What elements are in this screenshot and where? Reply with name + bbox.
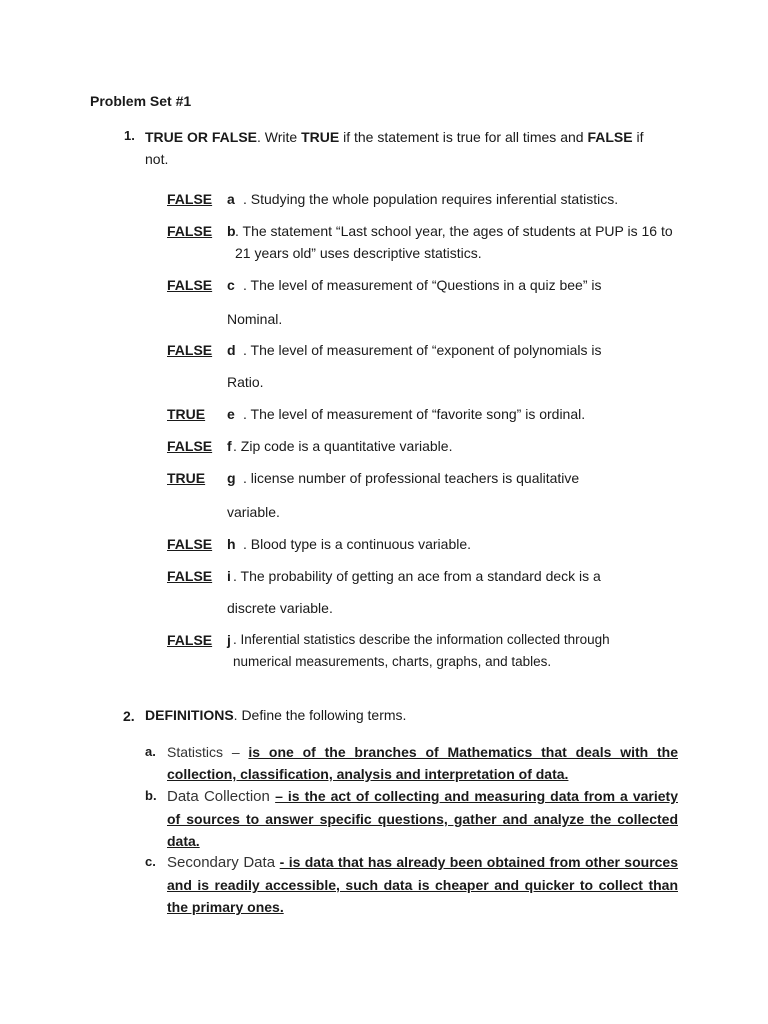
tf-letter: e	[227, 406, 235, 422]
page-title: Problem Set #1	[90, 93, 192, 109]
tf-letter: f	[227, 438, 232, 454]
definition-answer: is one of the branches of Mathematics that deals with the collection, classification, analysis and interpretation of data.	[167, 744, 678, 782]
definition-letter: c.	[145, 854, 156, 869]
definition-letter: a.	[145, 744, 156, 759]
tf-answer: FALSE	[167, 277, 213, 293]
instr-part: if the statement is true for all times and	[339, 129, 588, 145]
tf-answer: TRUE	[167, 406, 206, 422]
question-1-instructions	[145, 126, 665, 170]
definition-term: Secondary Data	[167, 854, 280, 871]
tf-answer: FALSE	[167, 438, 213, 454]
tf-answer: FALSE	[167, 223, 213, 239]
instr-part: . Write	[257, 129, 302, 145]
question-2-number: 2.	[123, 708, 135, 724]
instr-part: . Define the following terms.	[233, 707, 407, 723]
definition-body	[167, 851, 678, 918]
definition-answer: – is the act of collecting and measuring data from a variety of sources to answer specific questions, gather and analyze the collected data.	[167, 788, 678, 849]
definition-term: Data Collection	[167, 788, 276, 805]
tf-answer: FALSE	[167, 191, 213, 207]
question-2-heading: DEFINITIONS	[145, 707, 234, 723]
instr-part: if not.	[145, 129, 644, 167]
tf-answer: FALSE	[167, 342, 213, 358]
tf-statement: . The statement “Last school year, the ages of students at PUP is 16 to 21 years old” uses descriptive statistics.	[235, 223, 673, 261]
definition-body	[167, 741, 678, 785]
tf-statement: . Zip code is a quantitative variable.	[233, 438, 453, 454]
tf-letter: c	[227, 277, 235, 293]
tf-letter: d	[227, 342, 236, 358]
instr-true-word: TRUE	[301, 129, 340, 145]
tf-answer: FALSE	[167, 536, 213, 552]
tf-letter: a	[227, 191, 235, 207]
tf-statement: . The level of measurement of “favorite song” is ordinal.	[243, 406, 586, 422]
definition-term: Statistics –	[167, 744, 249, 760]
question-1-number: 1.	[124, 128, 135, 143]
tf-letter: b	[227, 223, 236, 239]
tf-letter: j	[227, 632, 231, 648]
tf-statement-continued: variable.	[227, 504, 280, 520]
tf-statement: . license number of professional teachers is qualitative	[243, 470, 580, 486]
instr-false-word: FALSE	[587, 129, 633, 145]
definition-letter: b.	[145, 788, 157, 803]
tf-statement: . The probability of getting an ace from a standard deck is a	[233, 568, 601, 584]
tf-letter: g	[227, 470, 236, 486]
tf-answer: FALSE	[167, 632, 213, 648]
definition-body	[167, 785, 678, 852]
tf-letter: h	[227, 536, 236, 552]
tf-statement: . The level of measurement of “exponent of polynomials is	[243, 342, 602, 358]
definition-answer: - is data that has already been obtained from other sources and is readily accessible, such data is cheaper and quicker to collect than the primary ones.	[167, 854, 679, 915]
tf-statement: . Inferential statistics describe the information collected through numerical measurements, charts, graphs, and tables.	[233, 632, 610, 669]
tf-letter: i	[227, 568, 231, 584]
tf-statement: . The level of measurement of “Questions in a quiz bee” is	[243, 277, 602, 293]
tf-answer: TRUE	[167, 470, 206, 486]
tf-statement-continued: discrete variable.	[227, 600, 333, 616]
tf-answer: FALSE	[167, 568, 213, 584]
question-1-heading: TRUE OR FALSE	[145, 129, 258, 145]
tf-statement: . Studying the whole population requires inferential statistics.	[243, 191, 619, 207]
tf-statement-continued: Ratio.	[227, 374, 264, 390]
tf-statement: . Blood type is a continuous variable.	[243, 536, 472, 552]
tf-statement-continued: Nominal.	[227, 311, 283, 327]
question-2-instructions	[145, 707, 406, 723]
